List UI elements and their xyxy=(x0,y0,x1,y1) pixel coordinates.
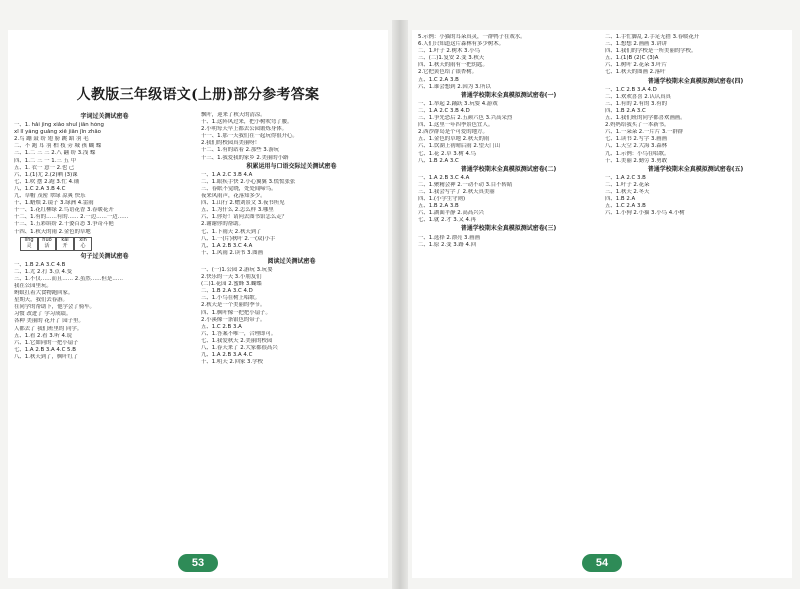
page-number: 54 xyxy=(582,554,622,572)
answer-line: 六、1.答案不唯一，合理即可。 xyxy=(201,330,277,337)
answer-line: 六、1.湖面平静 2.高高兴兴 xyxy=(418,210,484,217)
answer-line: 十、1.蜡烛 2.镜子 3.绿洲 4.雷雨 xyxy=(14,200,94,207)
answer-line: 蚂蚁扛着大食物跑回家。 xyxy=(14,290,74,297)
answer-line: 七、1.读书 2.写字 3.画画 xyxy=(605,136,667,143)
answer-line: 星期天，我们去春游。 xyxy=(14,297,68,304)
answer-line: 五、1.B 2.A 3.B xyxy=(418,203,459,210)
answer-lines xyxy=(418,34,599,91)
answer-line: 三、1.不仅……而且…… 2.虽然……但是…… xyxy=(14,275,124,282)
answer-line: 二、1.聚精会神 2.一动不动 3.目不转睛 xyxy=(418,181,513,188)
section-heading: 句子过关测试密卷 xyxy=(80,252,129,260)
answer-line: 四、1.(小学生守则) xyxy=(418,196,466,203)
answer-lines xyxy=(605,87,786,165)
grid-cell xyxy=(74,237,92,251)
answer-line: 六、1.你好！请问去图书馆怎么走？ xyxy=(201,214,288,221)
answer-line: 二、不 跑 耳 羽 柏 枝 旁 城 孩 蝴 蝶 xyxy=(14,143,102,150)
section-heading: 普通学校期末全真模拟测试密卷(二) xyxy=(460,165,557,173)
answer-line: 四、1.B 2.A 3.C xyxy=(605,107,646,114)
answer-line: 七、1.花 2.草 3.树 4.鸟 xyxy=(418,150,477,157)
answer-line: 2.妈妈给我买了一本新书。 xyxy=(605,122,670,129)
grid-cell xyxy=(56,237,74,251)
section-heading: 阅读过关测试密卷 xyxy=(267,257,316,265)
pinyin-text: kāi xyxy=(61,237,69,243)
right-column-2 xyxy=(605,34,786,548)
answer-line: 2.秋天是一个美丽的季节。 xyxy=(201,302,266,309)
answer-line: 十一、1.花红柳绿 2.鸟语花香 3.春暖花开 xyxy=(14,207,114,214)
answer-line: 九、1.A 2.B 3.A 4.C xyxy=(201,352,253,359)
answer-line: 十、1.风雨 2.读书 3.图画 xyxy=(201,249,263,256)
answer-line: 三、1.小鸟在树上唱歌。 xyxy=(201,295,261,302)
grid-cell xyxy=(20,237,38,251)
answer-line: (二)1.花园 2.蜜蜂 3.蝴蝶 xyxy=(201,281,262,288)
answer-line: 四、1.枫叶像一把把小扇子。 xyxy=(201,309,271,316)
answer-line: 三、春眠不觉晓，处处闻啼鸟。 xyxy=(201,185,277,192)
answer-line: 十一、1.那一天我们在一起玩得很开心。 xyxy=(201,133,298,140)
answer-lines xyxy=(605,175,786,218)
answer-line: 四、1.秋天的雨有一把钥匙。 xyxy=(418,62,488,69)
answer-line: 九、草帽 茂密 翠绿 凉爽 快乐 xyxy=(14,193,86,200)
answer-line: 七、1.下雨天 2.秋天到了 xyxy=(201,228,262,235)
answer-line: 三、1.争先恐后 2.五颜六色 3.兴高采烈 xyxy=(418,115,513,122)
document-title: 人教版三年级语文(上册)部分参考答案 xyxy=(76,87,320,103)
answer-line: 七、1.就 2.才 3.又 4.再 xyxy=(418,217,477,224)
answer-line: 四、1.二 三 一 1.三 五 中 xyxy=(14,157,76,164)
answer-line: 七、1.我爱秋天 2.美丽的校园 xyxy=(201,337,273,344)
answer-line: 八、1.C 2.A 3.B 4.C xyxy=(14,185,66,192)
answer-line: 十三、1.五彩缤纷 2.千姿百态 3.争奇斗艳 xyxy=(14,221,114,228)
pinyin-text: huó xyxy=(42,237,52,243)
answer-line: 七、1.秋天的图画 2.落叶 xyxy=(605,69,666,76)
right-column-1 xyxy=(418,34,599,548)
answer-line: 四、1.山行 2.赠刘景文 3.夜书所见 xyxy=(201,200,285,207)
answer-lines xyxy=(418,101,599,165)
answer-line: 一、(一)1.公园 2.游玩 3.玩耍 xyxy=(201,266,273,273)
left-page xyxy=(8,30,388,578)
answer-line: 5.示例：小猫的耳朵真灵，一群鸭子在戏水。 xyxy=(418,34,526,40)
answer-line: 2.谢谢你的帮助。 xyxy=(201,221,244,228)
answer-line: 八、1.秋天到了，枫叶红了 xyxy=(14,353,79,360)
answer-line: 三、1.秋天 2.冬天 xyxy=(605,188,650,195)
answer-line: 十、1.这阵风过来，把小树吹弯了腰。 xyxy=(201,119,293,126)
answer-line: 夜来风雨声，花落知多少。 xyxy=(201,193,266,200)
answer-line: 三、1.我会写字了 2.秋天真美丽 xyxy=(418,188,495,195)
answer-line: 一、1.选择 2.漂亮 3.画画 xyxy=(418,234,480,241)
answer-line: 六、1.(1)尤 2.(2)晒 (3)课 xyxy=(14,171,78,178)
answer-line: 六、1.谁会想到 2.因为 3.所以 xyxy=(418,83,491,90)
answer-line: 2.我们的校园真美丽呀！ xyxy=(201,140,261,147)
answer-line: 十二、1.有的站着 2.那些 3.游玩 xyxy=(201,147,280,154)
answer-line: 十二、1.有的……有的…… 2.一边……一边…… xyxy=(14,214,129,221)
answer-line: 八、1.天空 2.大海 3.森林 xyxy=(605,143,667,150)
answer-line: 一、1.B 2.A 3.C 4.B xyxy=(14,261,66,268)
answer-line: 十、1.明天 2.回家 3.学校 xyxy=(201,359,263,366)
answer-line: 五、1.我们班的同学都喜欢画画。 xyxy=(605,115,686,122)
answer-line: 九、1.A 2.B 3.C 4.A xyxy=(201,242,253,249)
answer-line: xī lǐ yáng guǎng xiě jiān jīn zhāo xyxy=(14,129,101,136)
section-heading: 普通学校期末全真模拟测试密卷(四) xyxy=(647,77,744,85)
answer-line: 四、1.我们的学校是一所美丽的学校。 xyxy=(605,48,697,55)
pinyin-text: xīn xyxy=(79,237,87,243)
answer-line: 四、1.B 2.A xyxy=(605,196,636,203)
answer-line: 六、1.一朵朵 2.一片片 3.一群群 xyxy=(605,129,684,136)
answer-line: 五、1.金色的草地 2.秋天的雨 xyxy=(418,136,490,143)
answer-line: 十、1.美丽 2.勤劳 3.勇敢 xyxy=(605,157,667,164)
answer-line: 十四、1.秋天的雨 2.金色的草地 xyxy=(14,228,91,235)
answer-line: 一、1.A 2.C 3.B xyxy=(605,174,646,181)
right-page xyxy=(412,30,792,578)
answer-line: 2.鸟 蹦 鼓 纷 翅 膀 跳 蹈 羽 毛 xyxy=(14,136,89,143)
hanzi-text: 开 xyxy=(62,242,68,249)
answer-line: 一、1.A 2.C 3.B 4.A xyxy=(201,171,253,178)
answer-line: 二、1.手忙脚乱 2.手足无措 3.春暖花开 xyxy=(605,34,700,40)
left-column-2 xyxy=(201,112,382,548)
answer-line: 2.它把黄色给了银杏树。 xyxy=(418,69,478,76)
answer-line: 五、1.(1)B (2)C (3)A xyxy=(605,55,659,62)
answer-line: 六、1.饮湖上初晴后雨 2.望天门山 xyxy=(418,143,501,150)
answer-lines xyxy=(14,122,195,236)
answer-line: 八、1.一(片)秋叶 2.一(双)小手 xyxy=(201,235,276,242)
section-heading: 积累运用与口语交际过关测试密卷 xyxy=(246,162,337,170)
section-heading: 字词过关测试密卷 xyxy=(80,113,129,120)
answer-line: 一、1.举起 2.踊跃 3.玩耍 4.游戏 xyxy=(418,100,498,107)
answer-line: 八、1.春天来了 2.大家都很高兴 xyxy=(201,345,278,351)
pinyin-text: líng xyxy=(24,237,34,243)
answer-line: 一、1. hǎi jìng xiǎo shuǐ jiān hóng xyxy=(14,122,104,129)
answer-lines xyxy=(605,34,786,77)
answer-line: 二、1.叶子 2.花朵 xyxy=(605,181,650,188)
answer-line: 二、1.尤 2.打 3.点 4.变 xyxy=(14,268,73,275)
page-number: 53 xyxy=(178,554,218,572)
answer-line: 二、1.B 2.A 3.C 4.D xyxy=(201,288,253,295)
answer-line: 三、1.想想 2.画画 3.讲讲 xyxy=(605,41,667,48)
answer-line: 三、(二)1.复安 2.变 3.秋天 xyxy=(418,55,485,62)
left-column-1 xyxy=(14,112,195,548)
answer-line: 五、1.C 2.A 3.B xyxy=(418,76,459,83)
answer-line: 二、1.原 2.变 3.路 4.回 xyxy=(418,241,477,248)
answer-line: 一、1.A 2.B 3.C 4.A xyxy=(418,174,470,181)
answer-lines xyxy=(418,235,599,249)
answer-line: 六、1.小狗 2.小猫 3.小鸟 4.小树 xyxy=(605,210,685,217)
answer-lines xyxy=(418,175,599,225)
answer-line: 五、1.C 2.A 3.B xyxy=(605,203,646,210)
answer-line: 六、1.它如同的一把小扇子 xyxy=(14,339,79,346)
answer-line: 我在公园里玩。 xyxy=(14,282,52,289)
answer-line: 九、1.示例：小鸟在唱歌。 xyxy=(605,150,670,157)
answer-line: 二、1.眼疾手快 2.小心翼翼 3.慌慌张张 xyxy=(201,178,296,185)
answer-line: 各种 美丽的 花开了 园子里。 xyxy=(14,318,84,325)
answer-line: 二、1.A 2.C 3.B 4.D xyxy=(418,107,470,114)
answer-line: 2.快乐的一天 3.小朋友们 xyxy=(201,274,262,281)
answer-line: 人都去了 我们班里的 同学。 xyxy=(14,325,83,332)
answer-line: 三、1.有的 2.有的 3.有的 xyxy=(605,100,667,107)
answer-line: 七、1.吹 摆 2.跑 3.忙 4.铺 xyxy=(14,178,80,185)
answer-line: 三、1.二 三 三 2.八 翻 纷 3.浅 蝶 xyxy=(14,150,96,157)
answer-line: 在同学的帮助下，他学会了骑车。 xyxy=(14,304,95,311)
answer-line: 飘叶，迎来了秋天的清凉。 xyxy=(201,112,266,118)
answer-line: 二、1.欢欢喜喜 2.认认真真 xyxy=(605,93,671,100)
answer-lines xyxy=(14,262,195,361)
answer-line: 四、1.这里一年四季景色宜人。 xyxy=(418,122,494,129)
book-gutter xyxy=(392,20,408,589)
answer-line: 五、1.C 2.B 3.A xyxy=(201,323,242,330)
answer-lines xyxy=(201,267,382,366)
answer-line: 习惯 改进了 学习成绩。 xyxy=(14,311,72,318)
answer-line: 一、1.C 2.B 3.A 4.D xyxy=(605,86,657,93)
answer-line: 6.人们只知道这片森林有多少树木。 xyxy=(418,41,505,48)
answer-lines xyxy=(201,172,382,257)
answer-line: 八、1.B 2.A 3.C xyxy=(418,157,459,164)
section-heading: 普通学校期末全真模拟测试密卷(五) xyxy=(647,165,744,173)
hanzi-text: 灵 xyxy=(26,242,32,249)
hanzi-text: 心 xyxy=(80,242,86,249)
answer-line: 六、1.树叶 2.花朵 3.叶片 xyxy=(605,62,667,69)
section-heading: 普通学校期末全真模拟测试密卷(一) xyxy=(460,91,557,99)
answer-line: 七、1.A 2.B 3.A 4.C 5.B xyxy=(14,346,76,353)
answer-line: 五、1.看 2.看 3.听 4.说 xyxy=(14,332,73,339)
section-heading: 普通学校期末全真模拟测试密卷(三) xyxy=(460,225,557,233)
hanzi-text: 活 xyxy=(44,242,50,249)
answer-line: 2.小溪像一条银色的带子。 xyxy=(201,316,266,323)
answer-line: 二、1.叶子 2.树木 3.小鸟 xyxy=(418,48,480,55)
character-grid xyxy=(20,237,195,251)
answer-lines xyxy=(201,112,382,162)
answer-line: 2.西沙群岛是个可爱的地方。 xyxy=(418,129,488,136)
answer-line: 五、1.为什么 2.怎么样 3.哪里 xyxy=(201,207,274,214)
answer-line: 十三、1.我爱我的家乡 2.美丽的小路 xyxy=(201,154,289,161)
answer-line: 2.小明每天早上都去公园锻炼身体。 xyxy=(201,126,288,133)
answer-line: 五、1. 衣一 意一 2.也 己 xyxy=(14,164,75,171)
grid-cell xyxy=(38,237,56,251)
